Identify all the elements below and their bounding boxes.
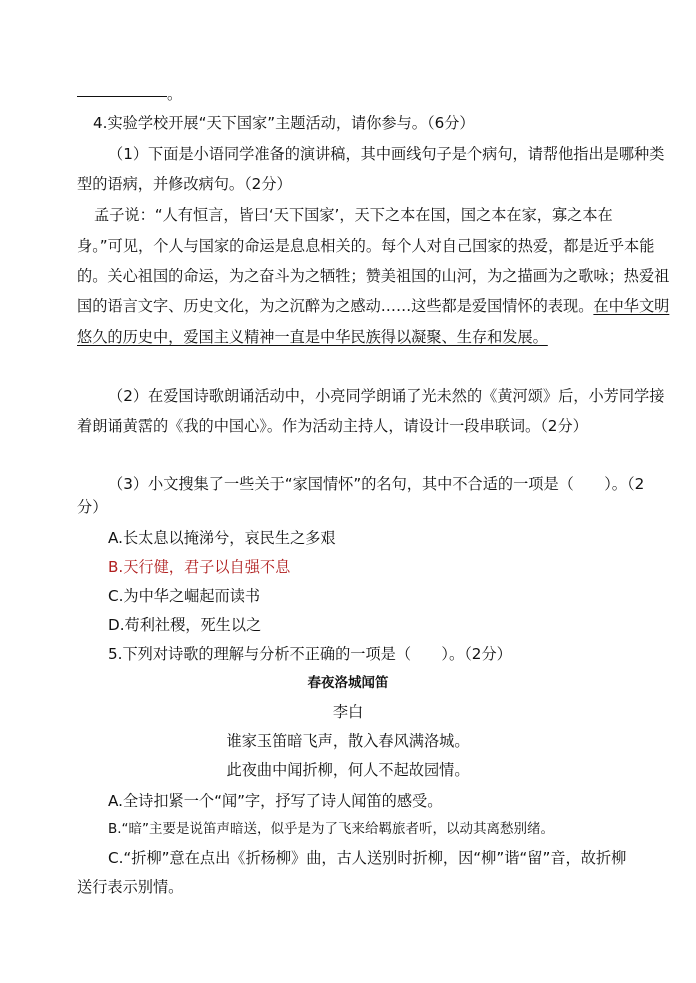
passage-line2: 身。”可见，个人与国家的命运是息息相关的。每个人对自己国家的热爱，都是近乎本能 (77, 237, 655, 255)
q4-sub3-line1: （3）小文搜集了一些关于“家国情怀”的名句，其中不合适的一项是（ ）。（2 (108, 475, 645, 493)
q4-option-b: B.天行健，君子以自强不息 (108, 558, 291, 576)
passage-line3: 的。关心祖国的命运，为之奋斗为之牺牲；赞美祖国的山河，为之描画为之歌咏；热爱祖 (77, 267, 670, 285)
q4-sub1-line1: （1）下面是小语同学准备的演讲稿，其中画线句子是个病句，请帮他指出是哪种类 (108, 145, 665, 163)
q4-option-d: D.苟利社稷，死生以之 (108, 616, 262, 634)
q4-sub3-line2: 分） (77, 498, 108, 516)
q5-option-b: B.“暗”主要是说笛声暗送，似乎是为了飞来给羁旅者听，以动其离愁别绪。 (108, 821, 555, 837)
q4-option-c: C.为中华之崛起而读书 (108, 587, 261, 605)
q4-sub2-line1: （2）在爱国诗歌朗诵活动中，小亮同学朗诵了光未然的《黄河颂》后，小芳同学接 (108, 387, 665, 405)
q4-option-a: A.长太息以掩涕兮，哀民生之多艰 (108, 529, 336, 547)
q5-option-c-line1: C.“折柳”意在点出《折杨柳》曲，古人送别时折柳，因“柳”谐“留”音，故折柳 (108, 849, 627, 867)
blank-line-period: 。 (167, 85, 183, 103)
q4-sub1-line2: 型的语病，并修改病句。（2分） (77, 175, 292, 193)
poem-line2: 此夜曲中闻折柳，何人不起故园情。 (226, 761, 470, 779)
poem-author: 李白 (332, 703, 364, 721)
q4-sub2-line2: 着朗诵黄霑的《我的中国心》。作为活动主持人，请设计一段串联词。（2分） (77, 417, 588, 435)
poem-title: 春夜洛城闻笛 (307, 675, 389, 691)
q5-option-a: A.全诗扣紧一个“闻”字，抒写了诗人闻笛的感受。 (108, 792, 443, 810)
question-5-stem: 5.下列对诗歌的理解与分析不正确的一项是（ ）。（2分） (108, 645, 512, 663)
poem-line1: 谁家玉笛暗飞声，散入春风满洛城。 (226, 732, 470, 750)
answer-blank-line (77, 96, 167, 97)
q5-option-c-line2: 送行表示别情。 (77, 878, 184, 896)
passage-line4-plain: 国的语言文字、历史文化，为之沉醉为之感动……这些都是爱国情怀的表现。 (77, 297, 594, 315)
passage-line1: 孟子说：“人有恒言，皆曰‘天下国家’，天下之本在国，国之本在家，寡之本在 (94, 206, 613, 224)
question-4-stem: 4.实验学校开展“天下国家”主题活动，请你参与。（6分） (93, 114, 475, 132)
underlined-sentence-start: 在中华文明 (593, 297, 670, 315)
passage-line4 (77, 296, 669, 316)
underlined-sentence-end: 悠久的历史中，爱国主义精神一直是中华民族得以凝聚、生存和发展。 (77, 328, 548, 346)
